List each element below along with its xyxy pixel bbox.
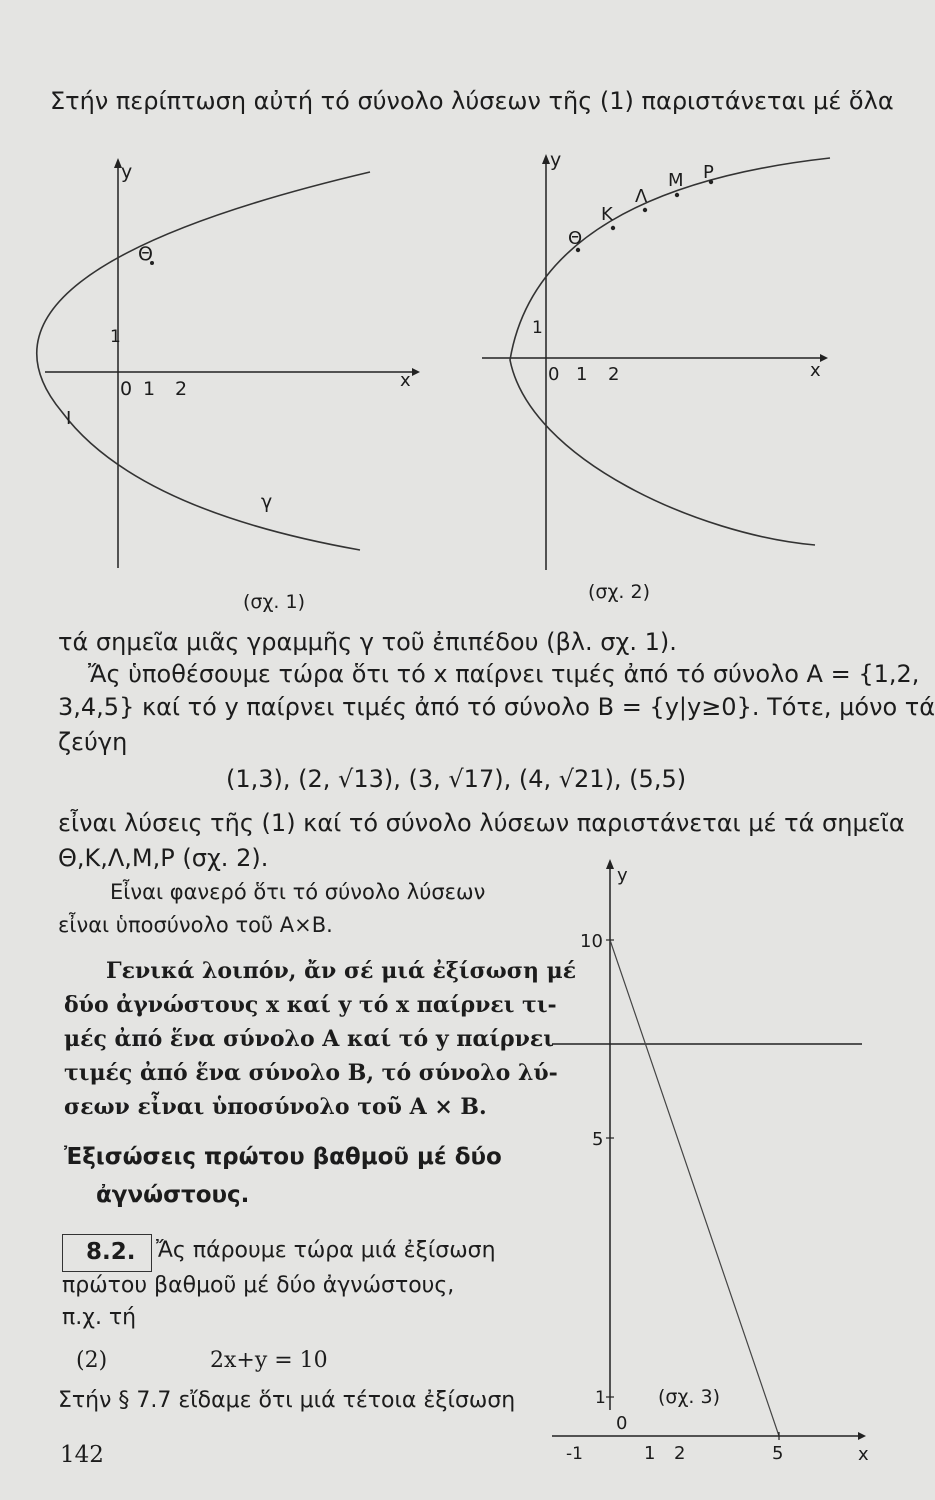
fig2-point-kappa: [611, 226, 615, 230]
figure-2: [470, 140, 920, 620]
paragraph-2-line-3: ζεύγη: [58, 728, 128, 756]
fig3-x-tick-1: 1: [644, 1443, 656, 1464]
fig1-curve-label: γ: [261, 491, 273, 513]
fig1-y-axis: [114, 158, 122, 568]
fig2-point-mu: [675, 193, 679, 197]
fig3-x-tick-2: 2: [674, 1443, 686, 1464]
fig3-origin-label: 0: [616, 1413, 628, 1434]
fig3-y-tick-10: 10: [580, 931, 603, 952]
paragraph-2-line-2: 3,4,5} καί τό y παίρνει τιμές ἀπό τό σύνολο B = {y|y≥0}. Τότε, μόνο τά: [58, 693, 935, 721]
fig3-x-tick-neg1: -1: [566, 1444, 583, 1464]
fig2-label-rho: Ρ: [703, 162, 714, 183]
rule-line-1: Γενικά λοιπόν, ἄν σέ μιά ἐξίσωση μέ: [106, 958, 577, 984]
fig1-x-label: x: [400, 370, 411, 391]
fig2-label-theta: Θ: [568, 228, 583, 249]
fig2-x-label: x: [810, 360, 821, 381]
fig2-label-mu: Μ: [668, 170, 684, 191]
fig1-vertex-label: Ι: [66, 408, 72, 429]
fig1-curve: [37, 172, 370, 550]
rule-line-4: τιμές ἀπό ἕνα σύνολο B, τό σύνολο λύ-: [64, 1060, 558, 1086]
fig3-x-label: x: [858, 1444, 869, 1465]
equation: 2x+y = 10: [210, 1348, 328, 1373]
section-number: 8.2.: [86, 1239, 136, 1265]
fig2-point-lambda: [643, 208, 647, 212]
paragraph-4-line-2: εἶναι ὑποσύνολο τοῦ A×B.: [58, 913, 333, 937]
paragraph-2-line-1: Ἄς ὑποθέσουμε τώρα ὅτι τό x παίρνει τιμές ἀπό τό σύνολο A = {1,2,: [88, 660, 920, 688]
equation-label: (2): [76, 1348, 108, 1373]
fig2-label-lambda: Λ: [635, 186, 648, 207]
fig2-x-tick-1: 1: [576, 364, 588, 385]
paragraph-5-line-2: πρώτου βαθμοῦ μέ δύο ἀγνώστους,: [62, 1273, 455, 1298]
figure-3-graph: [540, 855, 915, 1465]
paragraph-5-line-1: Ἄς πάρουμε τώρα μιά ἐξίσωση: [156, 1238, 496, 1263]
fig2-y-label: y: [550, 149, 562, 171]
fig3-horizontal-axis: [552, 1432, 866, 1440]
fig1-origin-label: 0: [120, 378, 133, 400]
fig3-y-tick-1: 1: [595, 1388, 606, 1408]
figure-1: [40, 150, 470, 620]
rule-line-5: σεων εἶναι ὑποσύνολο τοῦ A × B.: [64, 1094, 487, 1120]
fig1-caption: (σχ. 1): [243, 591, 306, 613]
fig2-curve: [510, 158, 830, 545]
fig2-y-tick-1: 1: [532, 318, 543, 338]
fig3-y-tick-5: 5: [592, 1129, 604, 1150]
paragraph-5-line-3: π.χ. τή: [62, 1305, 137, 1330]
fig1-x-tick-1: 1: [143, 378, 156, 400]
page-number: 142: [60, 1442, 104, 1468]
fig2-x-axis: [482, 354, 828, 362]
paragraph-4-line-1: Εἶναι φανερό ὅτι τό σύνολο λύσεων: [110, 880, 486, 904]
paragraph-3-line-1: εἶναι λύσεις τῆς (1) καί τό σύνολο λύσεων παριστάνεται μέ τά σημεῖα: [58, 809, 905, 837]
fig2-y-axis: [542, 154, 550, 570]
rule-line-3: μές ἀπό ἕνα σύνολο A καί τό y παίρνει: [64, 1026, 554, 1052]
intro-line: Στήν περίπτωση αὐτή τό σύνολο λύσεων τῆς (1) παριστάνεται μέ ὅλα: [50, 87, 894, 115]
fig1-y-tick-1: 1: [110, 327, 121, 347]
fig1-x-tick-2: 2: [175, 378, 188, 400]
fig1-point-label-theta: Θ: [138, 243, 153, 265]
paragraph-3-line-2: Θ,Κ,Λ,Μ,Ρ (σχ. 2).: [58, 844, 269, 872]
fig1-x-axis: [45, 368, 420, 376]
fig3-x-tick-5: 5: [772, 1443, 784, 1464]
fig2-caption: (σχ. 2): [588, 581, 651, 603]
paragraph-6: Στήν § 7.7 εἴδαμε ὅτι μιά τέτοια ἐξίσωση: [58, 1388, 516, 1413]
fig1-y-label: y: [121, 161, 133, 183]
fig3-y-label: y: [617, 865, 628, 886]
rule-line-2: δύο ἀγνώστους x καί y τό x παίρνει τι-: [64, 992, 557, 1018]
fig3-caption: (σχ. 3): [658, 1386, 721, 1408]
paragraph-1-line-1: τά σημεῖα μιᾶς γραμμῆς γ τοῦ ἐπιπέδου (βλ. σχ. 1).: [58, 628, 677, 656]
section-heading-line-2: ἀγνώστους.: [96, 1182, 250, 1208]
solution-pairs: (1,3), (2, √13), (3, √17), (4, √21), (5,5): [226, 765, 687, 793]
fig3-line: [610, 940, 779, 1436]
section-heading-line-1: Ἐξισώσεις πρώτου βαθμοῦ μέ δύο: [64, 1144, 502, 1170]
fig2-x-tick-2: 2: [608, 364, 620, 385]
fig2-origin-label: 0: [548, 364, 560, 385]
fig2-label-kappa: Κ: [601, 204, 613, 225]
